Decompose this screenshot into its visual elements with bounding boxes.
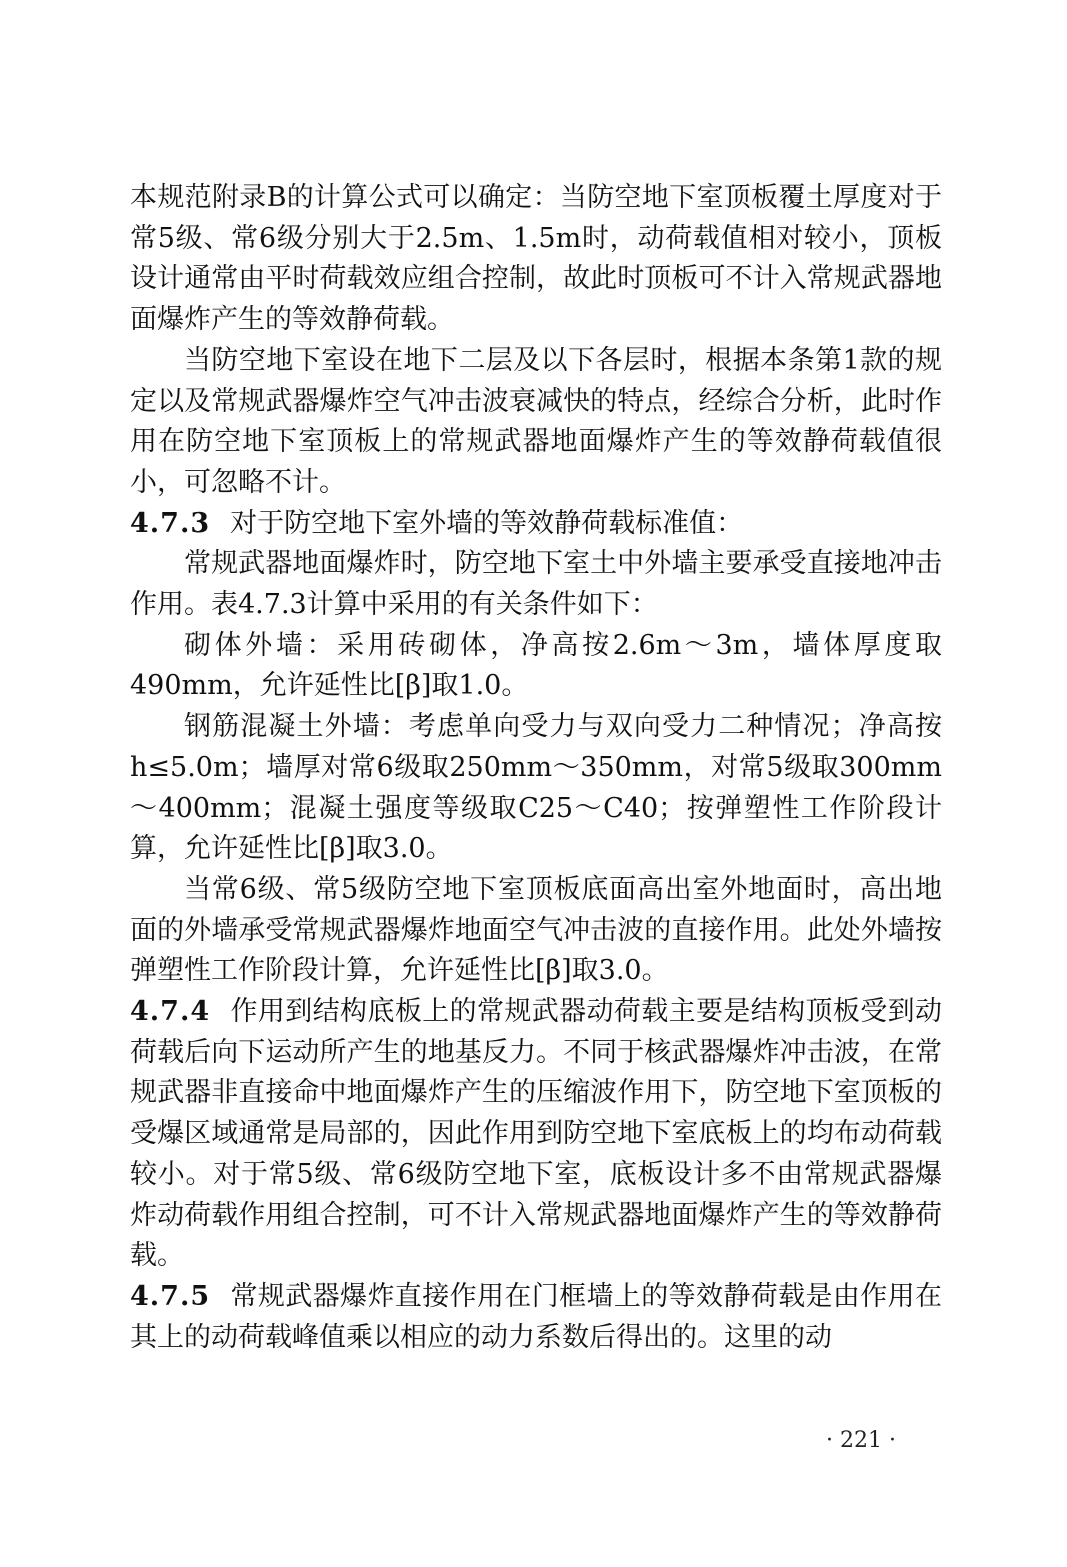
section-number: 4.7.4: [130, 996, 211, 1028]
section-4-7-5: [130, 1277, 942, 1358]
paragraph-basement-lower-floors: 当防空地下室设在地下二层及以下各层时，根据本条第1款的规定以及常规武器爆炸空气冲击波衰减快的特点，经综合分析，此时作用在防空地下室顶板上的常规武器地面爆炸产生的等效静荷载值很小，可忽略不计。: [130, 344, 942, 498]
paragraph-continued: 本规范附录B的计算公式可以确定：当防空地下室顶板覆土厚度对于常5级、常6级分别大于2.5m、1.5m时，动荷载值相对较小，顶板设计通常由平时荷载效应组合控制，故此时顶板可不计入常规武器地面爆炸产生的等效静荷载。: [130, 182, 942, 336]
document-body: [130, 178, 942, 1358]
section-text: 作用到结构底板上的常规武器动荷载主要是结构顶板受到动荷载后向下运动所产生的地基反力。不同于核武器爆炸冲击波，在常规武器非直接命中地面爆炸产生的压缩波作用下，防空地下室顶板的受爆区域通常是局部的，因此作用到防空地下室底板上的均布动荷载较小。对于常5级、常6级防空地下室，底板设计多不由常规武器爆炸动荷载作用组合控制，可不计入常规武器地面爆炸产生的等效静荷载。: [130, 996, 942, 1272]
paragraph-masonry-wall: 砌体外墙：采用砖砌体，净高按2.6m～3m，墙体厚度取490mm，允许延性比[β]取1.0。: [130, 629, 942, 702]
section-4-7-3: [130, 504, 942, 545]
paragraph-ground-explosion: 常规武器地面爆炸时，防空地下室土中外墙主要承受直接地冲击作用。表4.7.3计算中采用的有关条件如下：: [130, 548, 942, 621]
section-text: 常规武器爆炸直接作用在门框墙上的等效静荷载是由作用在其上的动荷载峰值乘以相应的动力系数后得出的。这里的动: [130, 1280, 942, 1353]
section-number: 4.7.5: [130, 1280, 211, 1312]
paragraph-above-ground-wall: 当常6级、常5级防空地下室顶板底面高出室外地面时，高出地面的外墙承受常规武器爆炸地面空气冲击波的直接作用。此处外墙按弹塑性工作阶段计算，允许延性比[β]取3.0。: [130, 873, 942, 987]
section-text: 对于防空地下室外墙的等效静荷载标准值：: [230, 507, 744, 539]
page-number: · 221 ·: [826, 1428, 896, 1453]
section-4-7-4: [130, 992, 942, 1277]
paragraph-concrete-wall: 钢筋混凝土外墙：考虑单向受力与双向受力二种情况；净高按h≤5.0m；墙厚对常6级取250mm～350mm，对常5级取300mm～400mm；混凝土强度等级取C25～C40；按弹塑性工作阶段计算，允许延性比[β]取3.0。: [130, 711, 942, 865]
section-number: 4.7.3: [130, 507, 211, 539]
